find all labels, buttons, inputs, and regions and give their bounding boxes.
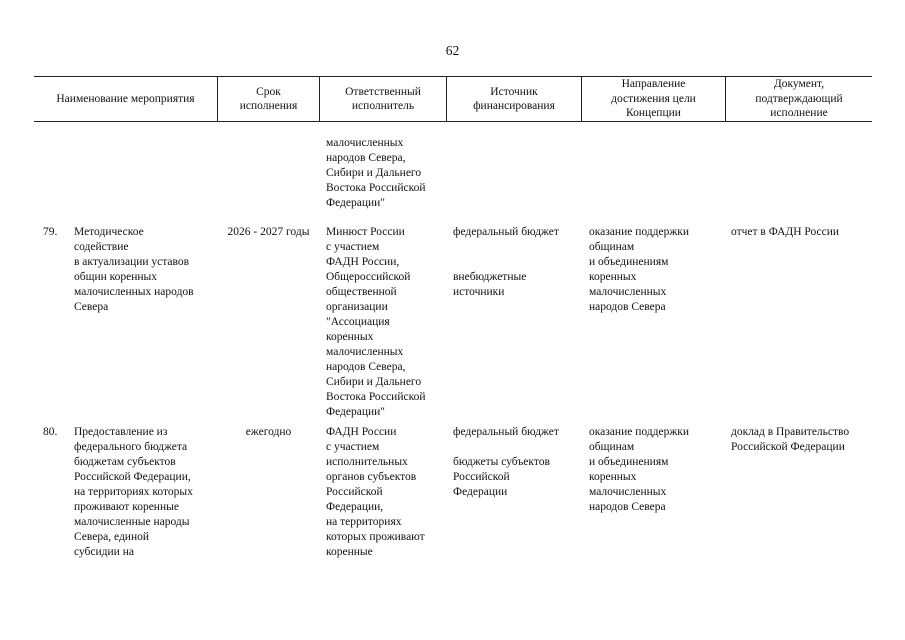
direction-cell: оказание поддержки общинам и объединениям коренных малочисленных народов Севера	[589, 426, 690, 513]
responsible-cell: ФАДН России с участием исполнительных органов субъектов Российской Федерации, на территориях которых проживают коренные	[326, 426, 425, 558]
deadline-cell: ежегодно	[245, 426, 292, 438]
header-event: Наименование мероприятия	[56, 92, 195, 105]
responsible-cell: Минюст России с участием ФАДН России, Общероссийской общественной организации "Ассоциация коренных малочисленных народов Севера, Сибири и Дальнего Востока Российской Федерации"	[326, 226, 426, 418]
document-cell: отчет в ФАДН России	[731, 226, 840, 238]
event-cell: Предоставление из федерального бюджета бюджетам субъектов Российской Федерации, на территориях которых проживают коренные малочисленные народы Севера, единой субсидии на	[74, 426, 193, 558]
row-number: 80.	[43, 426, 58, 438]
page-number: 62	[445, 43, 460, 58]
continuation-responsible-cell: малочисленных народов Севера, Сибири и Дальнего Востока Российской Федерации"	[326, 137, 426, 209]
header-rule-bottom	[34, 121, 872, 122]
row-number: 79.	[43, 226, 58, 238]
funding-cell: федеральный бюджет бюджеты субъектов Российской Федерации	[453, 426, 559, 498]
header-document: Документ, подтверждающий исполнение	[755, 78, 843, 120]
event-cell: Методическое содействие в актуализации уставов общин коренных малочисленных народов Севера	[74, 226, 194, 313]
header-deadline: Срок исполнения	[239, 85, 298, 112]
direction-cell: оказание поддержки общинам и объединениям коренных малочисленных народов Севера	[589, 226, 690, 313]
header-funding: Источник финансирования	[473, 85, 555, 112]
deadline-cell: 2026 - 2027 годы	[227, 226, 310, 238]
document-cell: доклад в Правительство Российской Федерации	[731, 426, 850, 453]
funding-cell: федеральный бюджет внебюджетные источники	[453, 226, 559, 298]
header-direction: Направление достижения цели Концепции	[611, 78, 696, 120]
header-responsible: Ответственный исполнитель	[345, 85, 421, 112]
